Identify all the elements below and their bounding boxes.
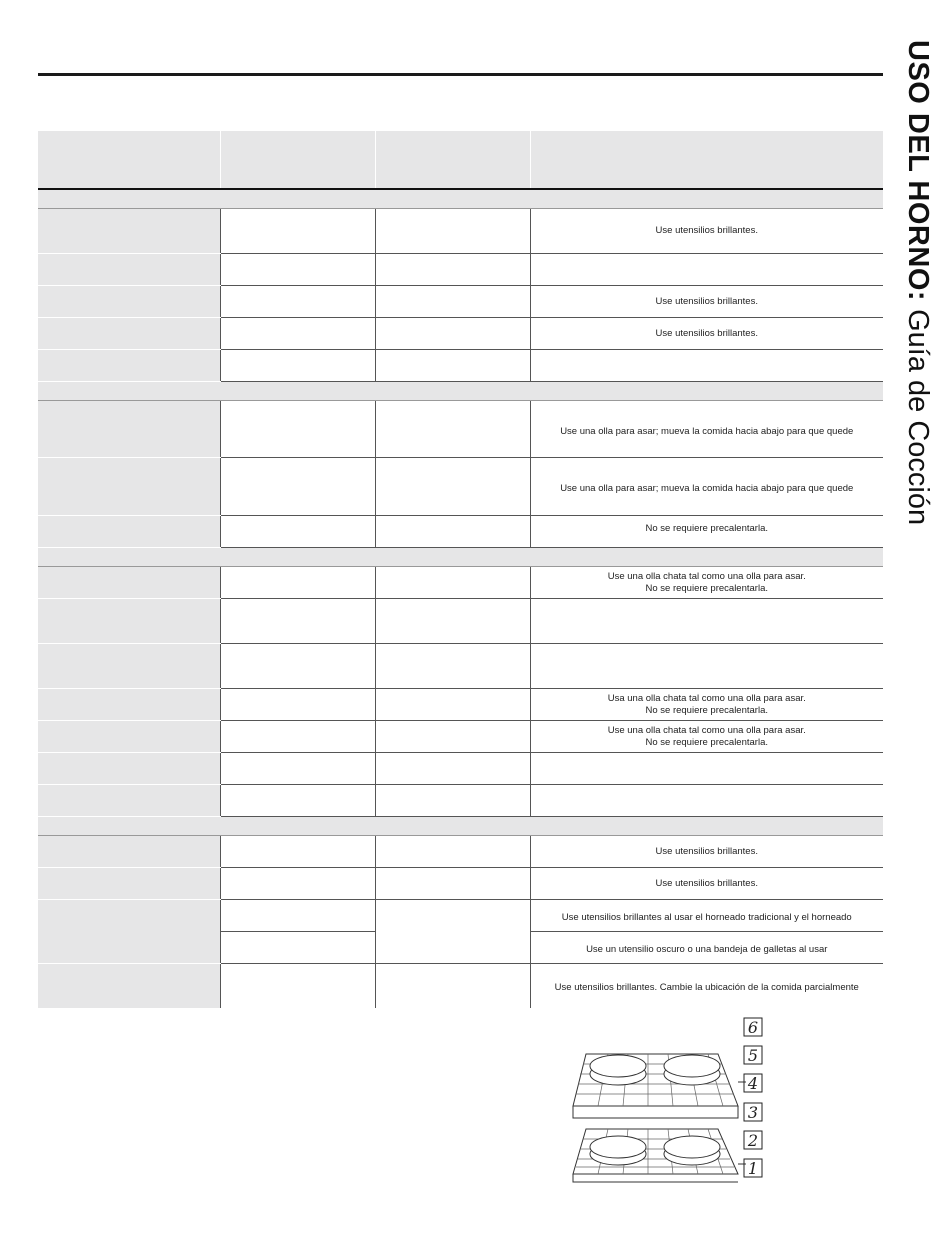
- table-row: [38, 350, 883, 382]
- header-cell-food: [38, 131, 220, 189]
- section-row-1: [38, 189, 883, 209]
- table-row: [38, 900, 883, 932]
- table-row: [38, 567, 883, 599]
- header-cell-3: [375, 131, 530, 189]
- table-row: [38, 254, 883, 286]
- note-cell: Use utensilios brillantes.: [530, 836, 883, 868]
- note-cell: [530, 254, 883, 286]
- note-cell: No se requiere precalentarla.: [530, 516, 883, 548]
- note-cell: [530, 599, 883, 644]
- section-row-3: [38, 548, 883, 567]
- section-title-bold: USO DEL HORNO:: [902, 40, 934, 302]
- table-row: [38, 753, 883, 785]
- table-row: [38, 318, 883, 350]
- note-cell: Use una olla para asar; mueva la comida hacia abajo para que quede: [530, 458, 883, 516]
- note-cell: Use una olla para asar; mueva la comida hacia abajo para que quede: [530, 401, 883, 458]
- note-cell: Use utensilios brillantes.: [530, 868, 883, 900]
- oven-rack-illustration: [568, 1014, 768, 1184]
- table-row: [38, 721, 883, 753]
- table-row: [38, 516, 883, 548]
- note-cell: [530, 350, 883, 382]
- note-cell: Usa una olla chata tal como una olla para asar. No se requiere precalentarla.: [530, 689, 883, 721]
- table-row: [38, 836, 883, 868]
- header-cell-2: [220, 131, 375, 189]
- note-cell: Use utensilios brillantes.: [530, 209, 883, 254]
- note-cell: Use utensilios brillantes al usar el horneado tradicional y el horneado: [530, 900, 883, 932]
- note-cell: Use utensilios brillantes.: [530, 318, 883, 350]
- section-row-4: [38, 817, 883, 836]
- header-rule: [38, 73, 883, 76]
- table-row: [38, 458, 883, 516]
- note-cell: [530, 753, 883, 785]
- cooking-guide-table: [38, 131, 883, 1008]
- rack-label-2: 2: [747, 1131, 759, 1150]
- note-cell: Use un utensilio oscuro o una bandeja de galletas al usar: [530, 932, 883, 964]
- rack-label-1: 1: [747, 1159, 759, 1178]
- note-cell: Use utensilios brillantes. Cambie la ubicación de la comida parcialmente: [530, 964, 883, 1008]
- page-section-title: [898, 40, 938, 525]
- table-row: [38, 964, 883, 1008]
- rack-label-5: 5: [747, 1046, 759, 1065]
- table-row: [38, 689, 883, 721]
- rack-label-6: 6: [747, 1018, 759, 1037]
- note-cell: Use una olla chata tal como una olla para asar. No se requiere precalentarla.: [530, 567, 883, 599]
- table-row: [38, 644, 883, 689]
- note-cell: [530, 644, 883, 689]
- note-cell: Use una olla chata tal como una olla para asar. No se requiere precalentarla.: [530, 721, 883, 753]
- table-row: [38, 209, 883, 254]
- note-cell: Use utensilios brillantes.: [530, 286, 883, 318]
- section-row-2: [38, 382, 883, 401]
- note-cell: [530, 785, 883, 817]
- table-row: [38, 868, 883, 900]
- table-row: [38, 401, 883, 458]
- section-title-light: Guía de Cocción: [902, 301, 934, 526]
- table-row: [38, 286, 883, 318]
- table-header-row: [38, 131, 883, 189]
- table-row: [38, 599, 883, 644]
- header-cell-comments: [530, 131, 883, 189]
- rack-label-4: 4: [747, 1074, 759, 1093]
- table-row: [38, 785, 883, 817]
- rack-label-3: 3: [747, 1103, 759, 1122]
